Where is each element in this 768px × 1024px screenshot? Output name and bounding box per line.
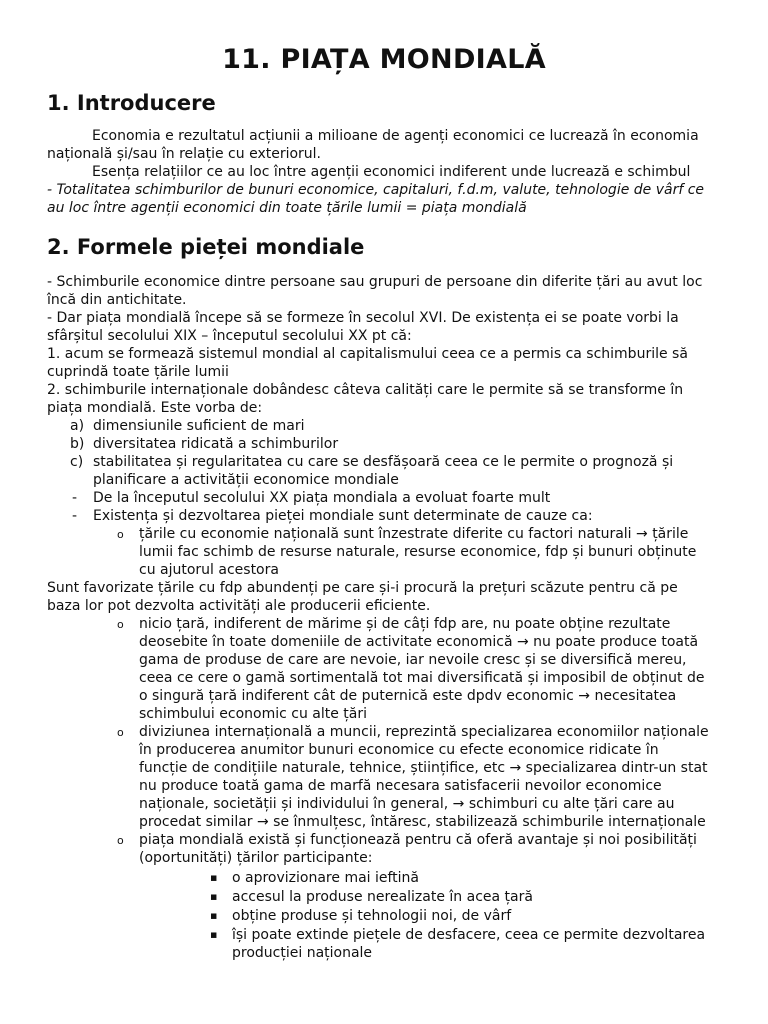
paragraph-line: - Schimburile economice dintre persoane sau grupuri de persoane din diferite țări au avut loc	[47, 274, 703, 290]
definition-line: au loc între agenții economici din toate țările lumii = piața mondială	[47, 200, 527, 216]
list-item: diviziunea internațională a muncii, reprezintă specializarea economiilor naționale	[139, 724, 709, 740]
list-marker: ▪	[210, 890, 218, 903]
paragraph-line: Esența relațiilor ce au loc între agenții economici indiferent unde lucrează e schimbul	[92, 164, 691, 180]
list-item: (oportunități) țărilor participante:	[139, 850, 373, 866]
paragraph-line: sfârșitul secolului XIX – începutul secolului XX pt că:	[47, 328, 412, 344]
list-item: în producerea anumitor bunuri economice cu efecte economice ridicate în	[139, 742, 659, 758]
list-marker: b)	[70, 436, 85, 452]
page-title: 11. PIAȚA MONDIALĂ	[222, 44, 546, 75]
list-item: piața mondială există și funcționează pentru că oferă avantaje și noi posibilități	[139, 832, 697, 848]
paragraph-line: Economia e rezultatul acțiunii a milioane de agenți economici ce lucrează în economia	[92, 128, 699, 144]
paragraph-line: 2. schimburile internaționale dobândesc câteva calități care le permite să se transforme în	[47, 382, 684, 398]
list-item: o aprovizionare mai ieftină	[232, 870, 420, 886]
list-item: De la începutul secolului XX piața mondiala a evoluat foarte mult	[93, 490, 551, 506]
section-heading-introducere: 1. Introducere	[47, 91, 216, 115]
list-item: țările cu economie națională sunt înzestrate diferite cu factori naturali → țările	[139, 526, 689, 542]
list-item: planificare a activității economice mondiale	[93, 472, 399, 488]
definition-line: - Totalitatea schimburilor de bunuri economice, capitaluri, f.d.m, valute, tehnologie de vârf ce	[47, 182, 705, 198]
list-item: cu ajutorul acestora	[139, 562, 279, 578]
list-marker: o	[117, 726, 124, 739]
paragraph-line: baza lor pot dezvolta activități ale producerii eficiente.	[47, 598, 431, 614]
list-marker: o	[117, 834, 124, 847]
list-item: gama de produse de care are nevoie, iar nevoile cresc și se diversifică mereu,	[139, 652, 687, 668]
list-item: stabilitatea și regularitatea cu care se desfășoară ceea ce le permite o prognoză și	[93, 454, 674, 470]
list-item: procedat similar → se înmulțesc, întăresc, stabilizează schimburile internaționale	[139, 814, 706, 830]
paragraph-line: - Dar piața mondială începe să se formeze în secolul XVI. De existența ei se poate vorbi la	[47, 310, 679, 326]
list-marker: o	[117, 528, 124, 541]
list-item: lumii fac schimb de resurse naturale, resurse economice, fdp și bunuri obținute	[139, 544, 697, 560]
paragraph-line: piața mondială. Este vorba de:	[47, 400, 263, 416]
list-marker: -	[72, 508, 78, 524]
list-marker: a)	[70, 418, 85, 434]
list-item: diversitatea ridicată a schimburilor	[93, 436, 339, 452]
section-heading-formele: 2. Formele pieței mondiale	[47, 235, 365, 259]
list-marker: ▪	[210, 928, 218, 941]
list-item: nu produce toată gama de marfă necesara satisfacerii nevoilor economice	[139, 778, 662, 794]
list-item: funcție de condițiile naturale, tehnice, științifice, etc → specializarea dintr-un stat	[139, 760, 708, 776]
list-item: își poate extinde piețele de desfacere, ceea ce permite dezvoltarea	[232, 927, 706, 943]
list-item: dimensiunile suficient de mari	[93, 418, 305, 434]
list-item: ceea ce cere o gamă sortimentală tot mai diversificată și imposibil de obținut de	[139, 670, 705, 686]
list-marker: -	[72, 490, 78, 506]
paragraph-line: națională și/sau în relație cu exteriorul.	[47, 146, 322, 162]
paragraph-line: încă din antichitate.	[47, 292, 187, 308]
list-marker: c)	[70, 454, 84, 470]
list-item: Existența și dezvoltarea pieței mondiale sunt determinate de cauze ca:	[93, 508, 593, 524]
list-item: schimbului economic cu alte țări	[139, 706, 367, 722]
list-item: producției naționale	[232, 945, 373, 961]
list-item: naționale, societății și individului în general, → schimburi cu alte țări care au	[139, 796, 675, 812]
list-item: deosebite în toate domeniile de activitate economică → nu poate produce toată	[139, 634, 699, 650]
paragraph-line: Sunt favorizate țările cu fdp abundenți pe care și-i procură la prețuri scăzute pentru că pe	[47, 580, 678, 596]
list-item: obține produse și tehnologii noi, de vârf	[232, 908, 512, 924]
list-item: accesul la produse nerealizate în acea țară	[232, 889, 533, 905]
list-marker: o	[117, 618, 124, 631]
list-item: o singură țară indiferent cât de puternică este dpdv economic → necesitatea	[139, 688, 677, 704]
paragraph-line: 1. acum se formează sistemul mondial al capitalismului ceea ce a permis ca schimburile să	[47, 346, 688, 362]
list-marker: ▪	[210, 909, 218, 922]
paragraph-line: cuprindă toate țările lumii	[47, 364, 229, 380]
list-marker: ▪	[210, 871, 218, 884]
list-item: nicio țară, indiferent de mărime și de câți fdp are, nu poate obține rezultate	[139, 616, 671, 632]
